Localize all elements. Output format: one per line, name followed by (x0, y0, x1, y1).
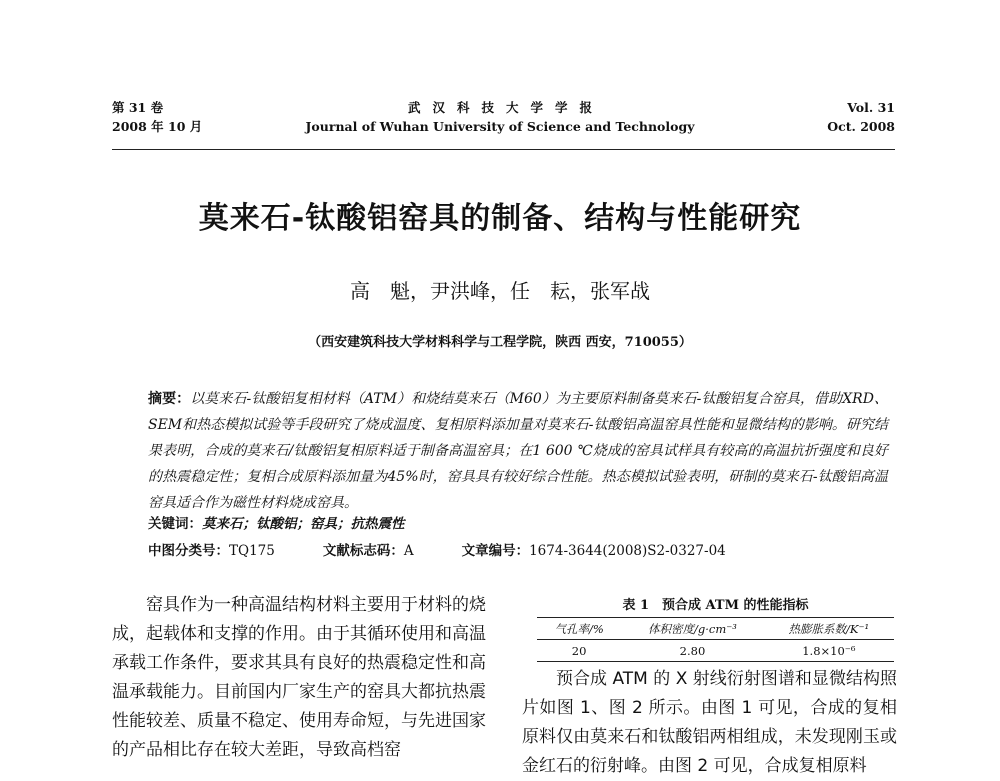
clc-value: TQ175 (229, 543, 275, 559)
affiliation: （西安建筑科技大学材料科学与工程学院，陕西 西安，710055） (308, 335, 692, 350)
journal-title-block (300, 98, 700, 136)
author-list: 高 魁，尹洪峰，任 耘，张军战 (350, 279, 650, 303)
doc-code-label: 文献标志码： (322, 543, 404, 559)
journal-title-cn: 武汉科技大学学报 (407, 100, 604, 115)
doc-code-value: A (403, 543, 414, 559)
table-header-porosity: 气孔率/% (554, 621, 604, 636)
article-id-label: 文章编号： (461, 543, 530, 559)
journal-title-en: Journal of Wuhan University of Science and Technology (305, 119, 695, 134)
keywords-label: 关键词： (148, 516, 202, 532)
clc-label: 中图分类号： (148, 543, 229, 559)
keywords (148, 512, 405, 532)
volume-number: 第 31 卷 (112, 100, 164, 115)
abstract-text: 以莫来石-钛酸铝复相材料（ATM）和烧结莫来石（M60）为主要原料制备莫来石-钛酸铝复合窑具，借助XRD、SEM和热态模拟试验等手段研究了烧成温度、复相原料添加量对莫来石-钛酸铝高温窑具性能和显微结构的影响。研究结果表明，合成的莫来石/钛酸铝复相原料适于制备高温窑具；在1 600 ℃烧成的窑具试样具有较高的高温抗折强度和良好的热震稳定性；复相合成原料添加量为45%时，窑具具有较好综合性能。热态模拟试验表明，研制的莫来石-钛酸铝高温窑具适合作为磁性材料烧成窑具。 (148, 391, 889, 511)
intro-paragraph: 窑具作为一种高温结构材料主要用于材料的烧成，起载体和支撑的作用。由于其循环使用和高温承载工作条件，要求其具有良好的热震稳定性和高温承载能力。目前国内厂家生产的窑具大都抗热震性能较差、质量不稳定、使用寿命短，与先进国家的产品相比存在较大差距，导致高档窑 (112, 595, 486, 760)
issue-date: 2008 年 10 月 (112, 119, 203, 134)
journal-volume-info-en (827, 98, 895, 136)
body-column-right (522, 665, 897, 781)
table-header-expansion: 热膨胀系数/K⁻¹ (788, 621, 870, 636)
abstract (148, 386, 888, 516)
article-id-value: 1674-3644(2008)S2-0327-04 (529, 543, 726, 559)
table-cell-expansion: 1.8×10⁻⁶ (802, 643, 856, 658)
abstract-label: 摘要： (148, 391, 191, 407)
properties-table (537, 617, 894, 662)
keywords-value: 莫来石；钛酸铝；窑具；抗热震性 (202, 516, 405, 532)
table-row (537, 640, 894, 662)
header-divider (112, 149, 895, 150)
table-header-density: 体积密度/g·cm⁻³ (648, 621, 737, 636)
volume-number-en: Vol. 31 (847, 100, 895, 115)
table-caption: 表 1 预合成 ATM 的性能指标 (622, 598, 809, 613)
table-header-row (537, 618, 894, 640)
classification-line (148, 539, 726, 559)
issue-date-en: Oct. 2008 (827, 119, 895, 134)
paper-title: 莫来石-钛酸铝窑具的制备、结构与性能研究 (198, 201, 802, 236)
body-column-left (112, 591, 486, 765)
table-cell-density: 2.80 (679, 643, 706, 658)
results-paragraph: 预合成 ATM 的 X 射线衍射图谱和显微结构照片如图 1、图 2 所示。由图 1 可见，合成的复相原料仅由莫来石和钛酸铝两相组成，未发现刚玉或金红石的衍射峰。由图 2 可见，合成复相原料 (522, 669, 897, 776)
journal-volume-info (112, 98, 202, 136)
table-cell-porosity: 20 (571, 643, 587, 658)
